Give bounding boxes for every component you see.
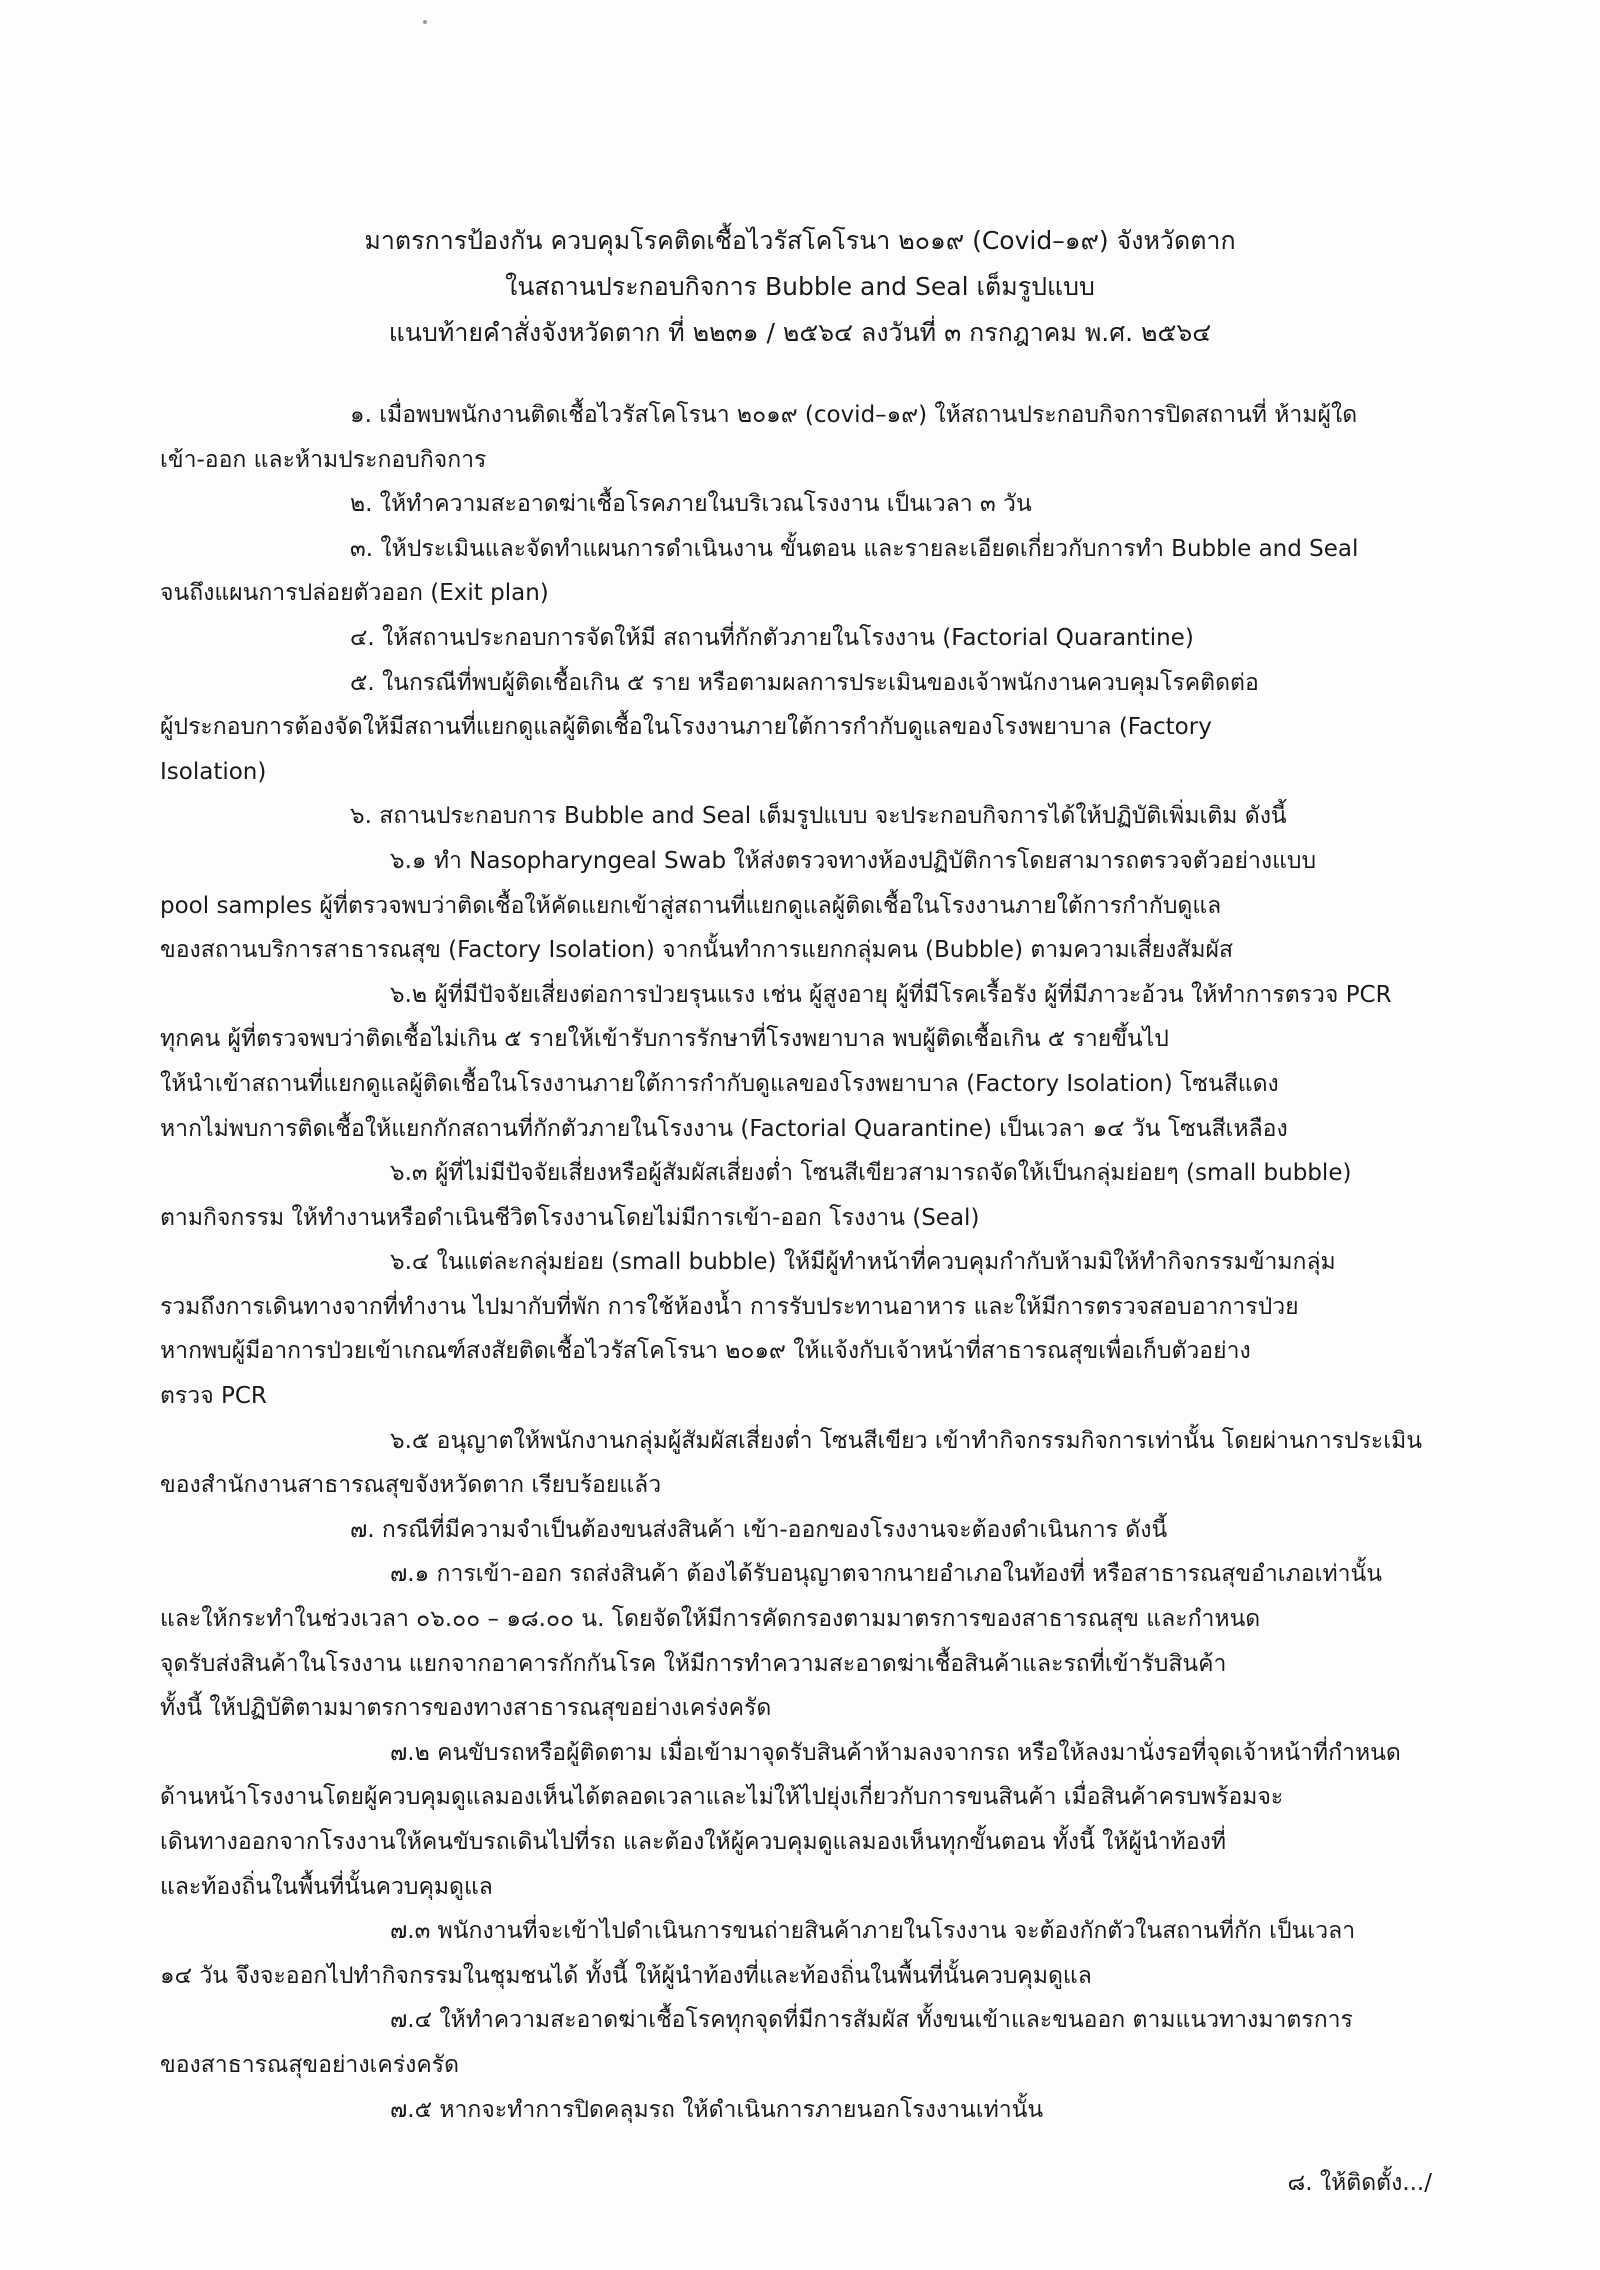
body-line: จนถึงแผนการปล่อยตัวออก (Exit plan) xyxy=(160,580,549,607)
body-line: ของสาธารณสุขอย่างเคร่งครัด xyxy=(160,2051,460,2078)
body-line: หากไม่พบการติดเชื้อให้แยกกักสถานที่กักตัวภายในโรงงาน (Factorial Quarantine) เป็นเวลา ๑๔ วัน โซนสีเหลือง xyxy=(160,1115,1288,1142)
body-line: ๖.๕ อนุญาตให้พนักงานกลุ่มผู้สัมผัสเสี่ยงต่ำ โซนสีเขียว เข้าทำกิจกรรมกิจการเท่านั้น โดยผ่านการประเมิน xyxy=(390,1427,1423,1454)
body-line: และท้องถิ่นในพื้นที่นั้นควบคุมดูแล xyxy=(160,1873,493,1900)
body-line: ๗.๒ คนขับรถหรือผู้ติดตาม เมื่อเข้ามาจุดรับสินค้าห้ามลงจากรถ หรือให้ลงมานั่งรอที่จุดเจ้าหน้าที่กำหนด xyxy=(390,1739,1401,1766)
body-line: ๖.๓ ผู้ที่ไม่มีปัจจัยเสี่ยงหรือผู้สัมผัสเสี่ยงต่ำ โซนสีเขียวสามารถจัดให้เป็นกลุ่มย่อยๆ (small bubble) xyxy=(390,1160,1352,1187)
body-line: เข้า-ออก และห้ามประกอบกิจการ xyxy=(160,446,487,473)
body-line: ตรวจ PCR xyxy=(160,1383,267,1410)
body-line: ๖. สถานประกอบการ Bubble and Seal เต็มรูปแบบ จะประกอบกิจการได้ให้ปฏิบัติเพิ่มเติม ดังนี้ xyxy=(350,803,1287,830)
body-line: ตามกิจกรรม ให้ทำงานหรือดำเนินชีวิตโรงงานโดยไม่มีการเข้า-ออก โรงงาน (Seal) xyxy=(160,1204,980,1231)
body-line: ๖.๒ ผู้ที่มีปัจจัยเสี่ยงต่อการป่วยรุนแรง เช่น ผู้สูงอายุ ผู้ที่มีโรคเรื้อรัง ผู้ที่มีภาวะอ้วน ให้ทำการตรวจ PCR xyxy=(390,981,1392,1008)
body-line: ของสำนักงานสาธารณสุขจังหวัดตาก เรียบร้อยแล้ว xyxy=(160,1472,662,1499)
body-line: ๓. ให้ประเมินและจัดทำแผนการดำเนินงาน ขั้นตอน และรายละเอียดเกี่ยวกับการทำ Bubble and Seal xyxy=(350,535,1359,562)
body-line: ๗.๓ พนักงานที่จะเข้าไปดำเนินการขนถ่ายสินค้าภายในโรงงาน จะต้องกักตัวในสถานที่กัก เป็นเวลา xyxy=(390,1918,1356,1945)
document-body xyxy=(160,393,1435,2132)
body-line: pool samples ผู้ที่ตรวจพบว่าติดเชื้อให้คัดแยกเข้าสู่สถานที่แยกดูแลผู้ติดเชื้อในโรงงานภายใต้การกำกับดูแล xyxy=(160,892,1222,919)
title-line-1: มาตรการป้องกัน ควบคุมโรคติดเชื้อไวรัสโคโรนา ๒๐๑๙ (Covid–๑๙) จังหวัดตาก xyxy=(364,226,1236,255)
body-line: ๖.๑ ทำ Nasopharyngeal Swab ให้ส่งตรวจทางห้องปฏิบัติการโดยสามารถตรวจตัวอย่างแบบ xyxy=(390,847,1317,874)
body-line: ผู้ประกอบการต้องจัดให้มีสถานที่แยกดูแลผู้ติดเชื้อในโรงงานภายใต้การกำกับดูแลของโรงพยาบาล (Factory xyxy=(160,714,1212,741)
body-line: ทุกคน ผู้ที่ตรวจพบว่าติดเชื้อไม่เกิน ๕ รายให้เข้ารับการรักษาที่โรงพยาบาล พบผู้ติดเชื้อเกิน ๕ รายขึ้นไป xyxy=(160,1026,1169,1053)
body-line: ของสถานบริการสาธารณสุข (Factory Isolation) จากนั้นทำการแยกกลุ่มคน (Bubble) ตามความเสี่ยงสัมผัส xyxy=(160,937,1234,964)
body-line: หากพบผู้มีอาการป่วยเข้าเกณฑ์สงสัยติดเชื้อไวรัสโคโรนา ๒๐๑๙ ให้แจ้งกับเจ้าหน้าที่สาธารณสุขเพื่อเก็บตัวอย่าง xyxy=(160,1338,1251,1365)
body-line: Isolation) xyxy=(160,758,267,785)
body-line: และให้กระทำในช่วงเวลา ๐๖.๐๐ – ๑๘.๐๐ น. โดยจัดให้มีการคัดกรองตามมาตรการของสาธารณสุข และกำหนด xyxy=(160,1606,1261,1633)
body-line: ๕. ในกรณีที่พบผู้ติดเชื้อเกิน ๕ ราย หรือตามผลการประเมินของเจ้าพนักงานควบคุมโรคติดต่อ xyxy=(350,669,1259,696)
body-line: เดินทางออกจากโรงงานให้คนขับรถเดินไปที่รถ และต้องให้ผู้ควบคุมดูแลมองเห็นทุกขั้นตอน ทั้งนี้ ให้ผู้นำท้องที่ xyxy=(160,1829,1227,1855)
body-line: รวมถึงการเดินทางจากที่ทำงาน ไปมากับที่พัก การใช้ห้องน้ำ การรับประทานอาหาร และให้มีการตรวจสอบอาการป่วย xyxy=(160,1293,1299,1320)
document-title xyxy=(250,218,1350,356)
body-line: ๔. ให้สถานประกอบการจัดให้มี สถานที่กักตัวภายในโรงงาน (Factorial Quarantine) xyxy=(350,624,1194,651)
body-line: ๑๔ วัน จึงจะออกไปทำกิจกรรมในชุมชนได้ ทั้งนี้ ให้ผู้นำท้องที่และท้องถิ่นในพื้นที่นั้นควบคุมดูแล xyxy=(160,1962,1092,1989)
body-line: ๖.๔ ในแต่ละกลุ่มย่อย (small bubble) ให้มีผู้ทำหน้าที่ควบคุมกำกับห้ามมิให้ทำกิจกรรมข้ามกลุ่ม xyxy=(390,1249,1336,1276)
body-line: ให้นำเข้าสถานที่แยกดูแลผู้ติดเชื้อในโรงงานภายใต้การกำกับดูแลของโรงพยาบาล (Factory Isolation) โซนสีแดง xyxy=(160,1070,1279,1097)
body-line: ๒. ให้ทำความสะอาดฆ่าเชื้อโรคภายในบริเวณโรงงาน เป็นเวลา ๓ วัน xyxy=(350,491,1032,518)
body-line: ด้านหน้าโรงงานโดยผู้ควบคุมดูแลมองเห็นได้ตลอดเวลาและไม่ให้ไปยุ่งเกี่ยวกับการขนสินค้า เมื่อสินค้าครบพร้อมจะ xyxy=(160,1784,1284,1811)
title-line-3: แนบท้ายคำสั่งจังหวัดตาก ที่ ๒๒๓๑ / ๒๕๖๔ ลงวันที่ ๓ กรกฎาคม พ.ศ. ๒๕๖๔ xyxy=(388,318,1212,347)
body-line: ๗.๕ หากจะทำการปิดคลุมรถ ให้ดำเนินการภายนอกโรงงานเท่านั้น xyxy=(390,2096,1044,2123)
body-line: จุดรับส่งสินค้าในโรงงาน แยกจากอาคารกักกันโรค ให้มีการทำความสะอาดฆ่าเชื้อสินค้าและรถที่เข้ารับสินค้า xyxy=(160,1650,1227,1677)
body-line: ๗. กรณีที่มีความจำเป็นต้องขนส่งสินค้า เข้า-ออกของโรงงานจะต้องดำเนินการ ดังนี้ xyxy=(350,1516,1168,1543)
scan-mark xyxy=(423,20,427,24)
title-line-2: ในสถานประกอบกิจการ Bubble and Seal เต็มรูปแบบ xyxy=(505,272,1095,301)
continuation-note: ๘. ให้ติดตั้ง.../ xyxy=(1287,2170,1432,2196)
body-line: ๑. เมื่อพบพนักงานติดเชื้อไวรัสโคโรนา ๒๐๑๙ (covid–๑๙) ให้สถานประกอบกิจการปิดสถานที่ ห้ามผู้ใด xyxy=(350,402,1358,428)
body-line: ๗.๑ การเข้า-ออก รถส่งสินค้า ต้องได้รับอนุญาตจากนายอำเภอในท้องที่ หรือสาธารณสุขอำเภอเท่านั้น xyxy=(390,1561,1382,1588)
body-line: ทั้งนี้ ให้ปฏิบัติตามมาตรการของทางสาธารณสุขอย่างเคร่งครัด xyxy=(160,1695,772,1722)
body-line: ๗.๔ ให้ทำความสะอาดฆ่าเชื้อโรคทุกจุดที่มีการสัมผัส ทั้งขนเข้าและขนออก ตามแนวทางมาตรการ xyxy=(390,2007,1353,2034)
